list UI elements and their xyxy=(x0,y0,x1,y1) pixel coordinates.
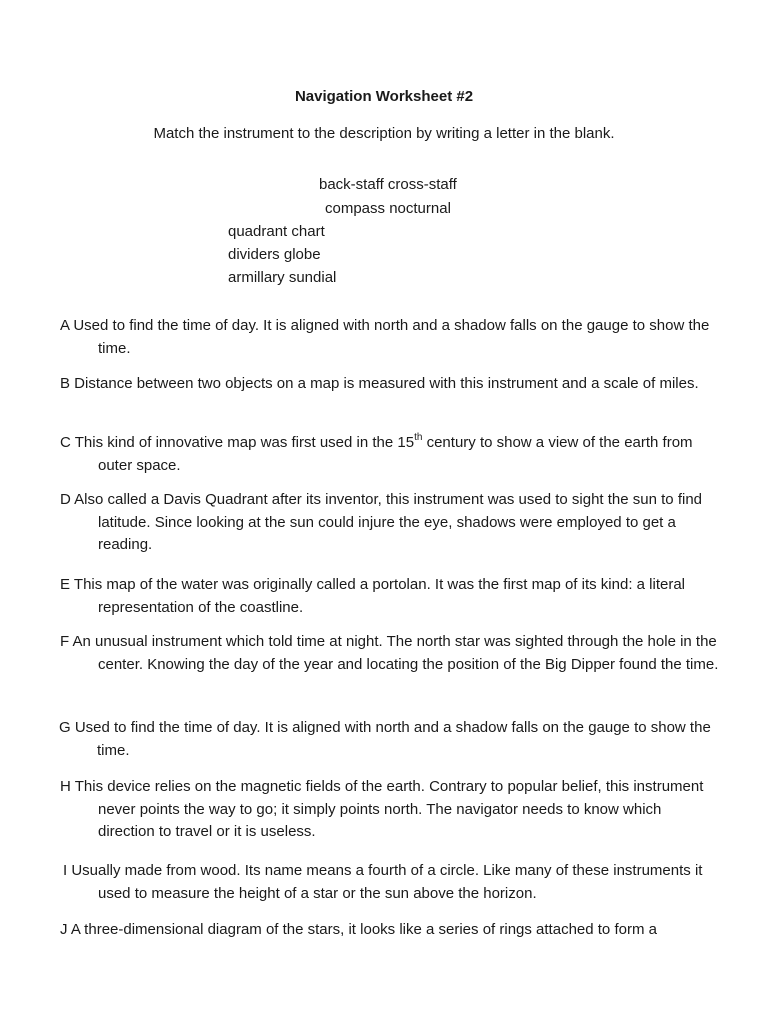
description-item-c-pre: C This kind of innovative map was first used in the 15 xyxy=(60,434,415,451)
word-bank-line: back-staff cross-staff xyxy=(319,176,457,193)
description-item-c xyxy=(60,432,720,477)
description-item-i: I Usually made from wood. Its name means a fourth of a circle. Like many of these instruments it used to measure the height of a star or the sun above the horizon. xyxy=(63,862,703,902)
worksheet-title: Navigation Worksheet #2 xyxy=(294,88,474,105)
description-item-a: A Used to find the time of day. It is aligned with north and a shadow falls on the gauge to show the time. xyxy=(60,317,710,357)
ordinal-suffix: th xyxy=(414,432,423,443)
word-bank-line: armillary sundial xyxy=(228,269,337,286)
word-bank-line: dividers globe xyxy=(228,246,321,263)
instructions: Match the instrument to the description by writing a letter in the blank. xyxy=(153,125,615,142)
description-item-e: E This map of the water was originally called a portolan. It was the first map of its kind: a literal representation of the coastline. xyxy=(60,576,686,616)
description-item-g: G Used to find the time of day. It is aligned with north and a shadow falls on the gauge to show the time. xyxy=(59,719,711,759)
word-bank-line: quadrant chart xyxy=(228,223,325,240)
word-bank-line: compass nocturnal xyxy=(325,200,451,217)
description-item-d: D Also called a Davis Quadrant after its inventor, this instrument was used to sight the sun to find latitude. Since looking at the sun could injure the eye, shadows were employed to get a reading. xyxy=(60,491,702,553)
description-item-h: H This device relies on the magnetic fields of the earth. Contrary to popular belief, this instrument never points the way to go; it simply points north. The navigator needs to know which direction to travel or it is useless. xyxy=(60,778,704,840)
description-item-b: B Distance between two objects on a map is measured with this instrument and a scale of miles. xyxy=(60,375,699,392)
description-item-j: J A three-dimensional diagram of the stars, it looks like a series of rings attached to form a xyxy=(60,921,657,938)
description-item-c-post: century to show a view of the earth from outer space. xyxy=(98,434,693,474)
description-item-f: F An unusual instrument which told time at night. The north star was sighted through the hole in the center. Knowing the day of the year and locating the position of the Big Dipper found the time. xyxy=(60,633,719,673)
